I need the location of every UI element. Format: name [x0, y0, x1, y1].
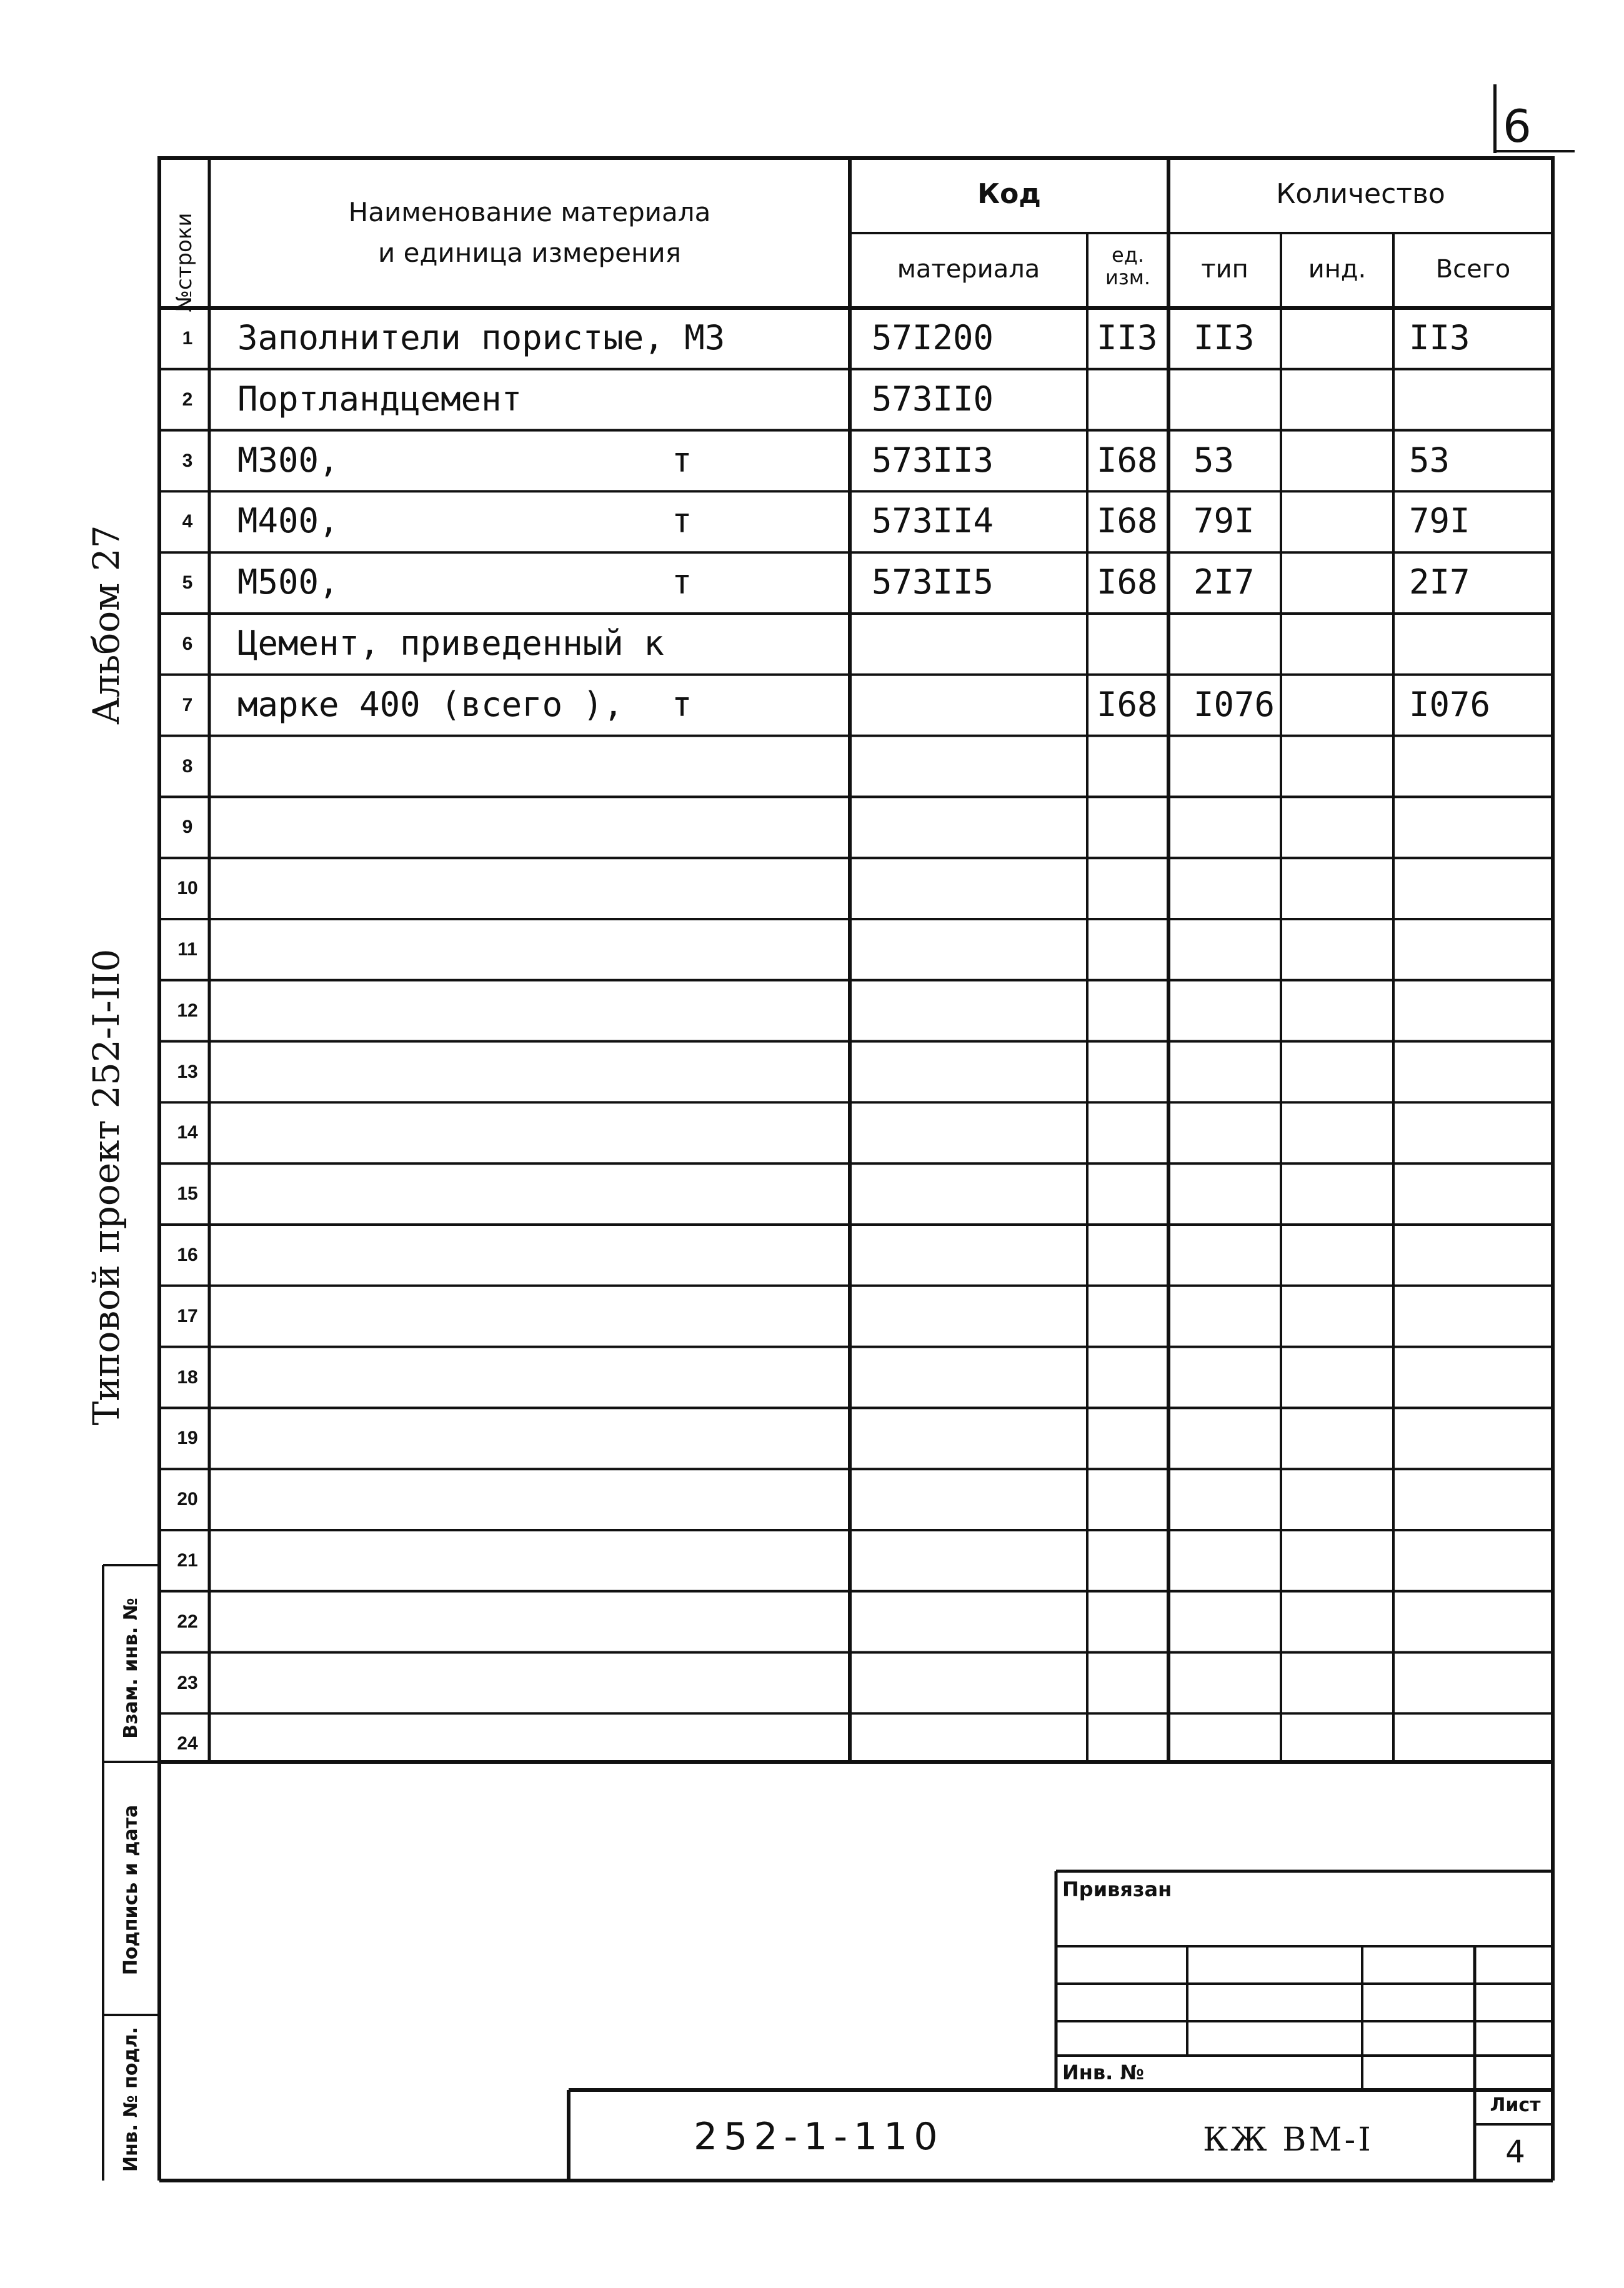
row-number: 11	[177, 938, 197, 960]
cell-code: 573II3	[872, 440, 994, 480]
row-number: 23	[177, 1672, 198, 1693]
page-number: 6	[1503, 100, 1532, 152]
row-number: 15	[177, 1183, 198, 1205]
album-label: Альбом 27	[85, 525, 127, 725]
cell-tip: 79I	[1193, 501, 1255, 541]
stamp-vzam-label: Взам. инв. №	[120, 1598, 142, 1739]
doc-code: 252-1-110	[694, 2115, 944, 2159]
header-ind: инд.	[1308, 255, 1367, 284]
cell-code: 57I200	[872, 317, 994, 357]
header-name-line2: и единица измерения	[378, 237, 681, 268]
header-material: материала	[897, 255, 1040, 284]
cell-ed-izm: I68	[1097, 440, 1158, 480]
row-number: 10	[177, 878, 198, 899]
project-label: Типовой проект 252-I-II0	[85, 948, 127, 1426]
cell-name: Заполнители пористые, М3	[237, 317, 725, 357]
row-number: 6	[182, 633, 193, 654]
cell-tip: 53	[1193, 440, 1235, 480]
row-number: 5	[182, 572, 193, 594]
row-number: 12	[177, 1000, 198, 1021]
inv-no-label: Инв. №	[1062, 2061, 1144, 2084]
privyazan-label: Привязан	[1062, 1878, 1172, 1901]
row-number: 14	[177, 1122, 198, 1143]
cell-tip: II3	[1193, 317, 1255, 357]
header-rownum: №строки	[172, 212, 197, 312]
cell-code: 573II0	[872, 379, 994, 419]
cell-name: М300,	[237, 440, 339, 480]
row-number: 19	[177, 1428, 198, 1449]
cell-name: марке 400 (всего ),	[237, 684, 624, 724]
header-kolichestvo: Количество	[1276, 178, 1445, 210]
cell-name: М500,	[237, 562, 339, 602]
cell-total: 53	[1409, 440, 1450, 480]
cell-name: Цемент, приведенный к	[237, 623, 664, 663]
cell-code: 573II5	[872, 562, 994, 602]
row-number: 21	[177, 1549, 198, 1571]
cell-total: I076	[1409, 684, 1491, 724]
stamp-podpis-label: Подпись и дата	[120, 1804, 142, 1976]
header-name-line1: Наименование материала	[348, 197, 711, 227]
row-number: 4	[182, 511, 193, 532]
header-ed-izm: ед. изм.	[1105, 243, 1151, 289]
cell-ed-izm: I68	[1097, 501, 1158, 541]
cell-total: II3	[1409, 317, 1470, 357]
row-number: 16	[177, 1244, 198, 1265]
row-number: 24	[177, 1733, 198, 1754]
cell-total: 2I7	[1409, 562, 1470, 602]
row-number: 13	[177, 1061, 198, 1082]
cell-unit: т	[672, 684, 692, 724]
row-number: 17	[177, 1305, 198, 1326]
row-number: 7	[182, 694, 193, 715]
cell-ed-izm: II3	[1097, 317, 1158, 357]
cell-tip: 2I7	[1193, 562, 1255, 602]
doc-mark: КЖ ВМ-I	[1203, 2121, 1373, 2159]
header-tip: тип	[1201, 255, 1248, 284]
cell-unit: т	[672, 562, 692, 602]
row-number: 1	[182, 327, 193, 349]
list-value: 4	[1505, 2134, 1525, 2170]
cell-name: Портландцемент	[237, 379, 522, 419]
cell-code: 573II4	[872, 501, 994, 541]
cell-unit: т	[672, 501, 692, 541]
row-number: 8	[182, 755, 193, 777]
cell-unit: т	[672, 440, 692, 480]
row-number: 9	[182, 817, 193, 838]
row-number: 22	[177, 1611, 198, 1632]
row-number: 18	[177, 1366, 198, 1388]
row-number: 2	[182, 389, 193, 410]
list-label: Лист	[1490, 2094, 1541, 2116]
cell-tip: I076	[1193, 684, 1275, 724]
cell-ed-izm: I68	[1097, 562, 1158, 602]
cell-total: 79I	[1409, 501, 1470, 541]
stamp-inv-label: Инв. № подл.	[120, 2026, 142, 2172]
cell-name: М400,	[237, 501, 339, 541]
row-number: 3	[182, 450, 193, 471]
header-kod: Код	[977, 178, 1041, 210]
cell-ed-izm: I68	[1097, 684, 1158, 724]
row-number: 20	[177, 1489, 198, 1510]
header-vsego: Всего	[1435, 255, 1511, 284]
